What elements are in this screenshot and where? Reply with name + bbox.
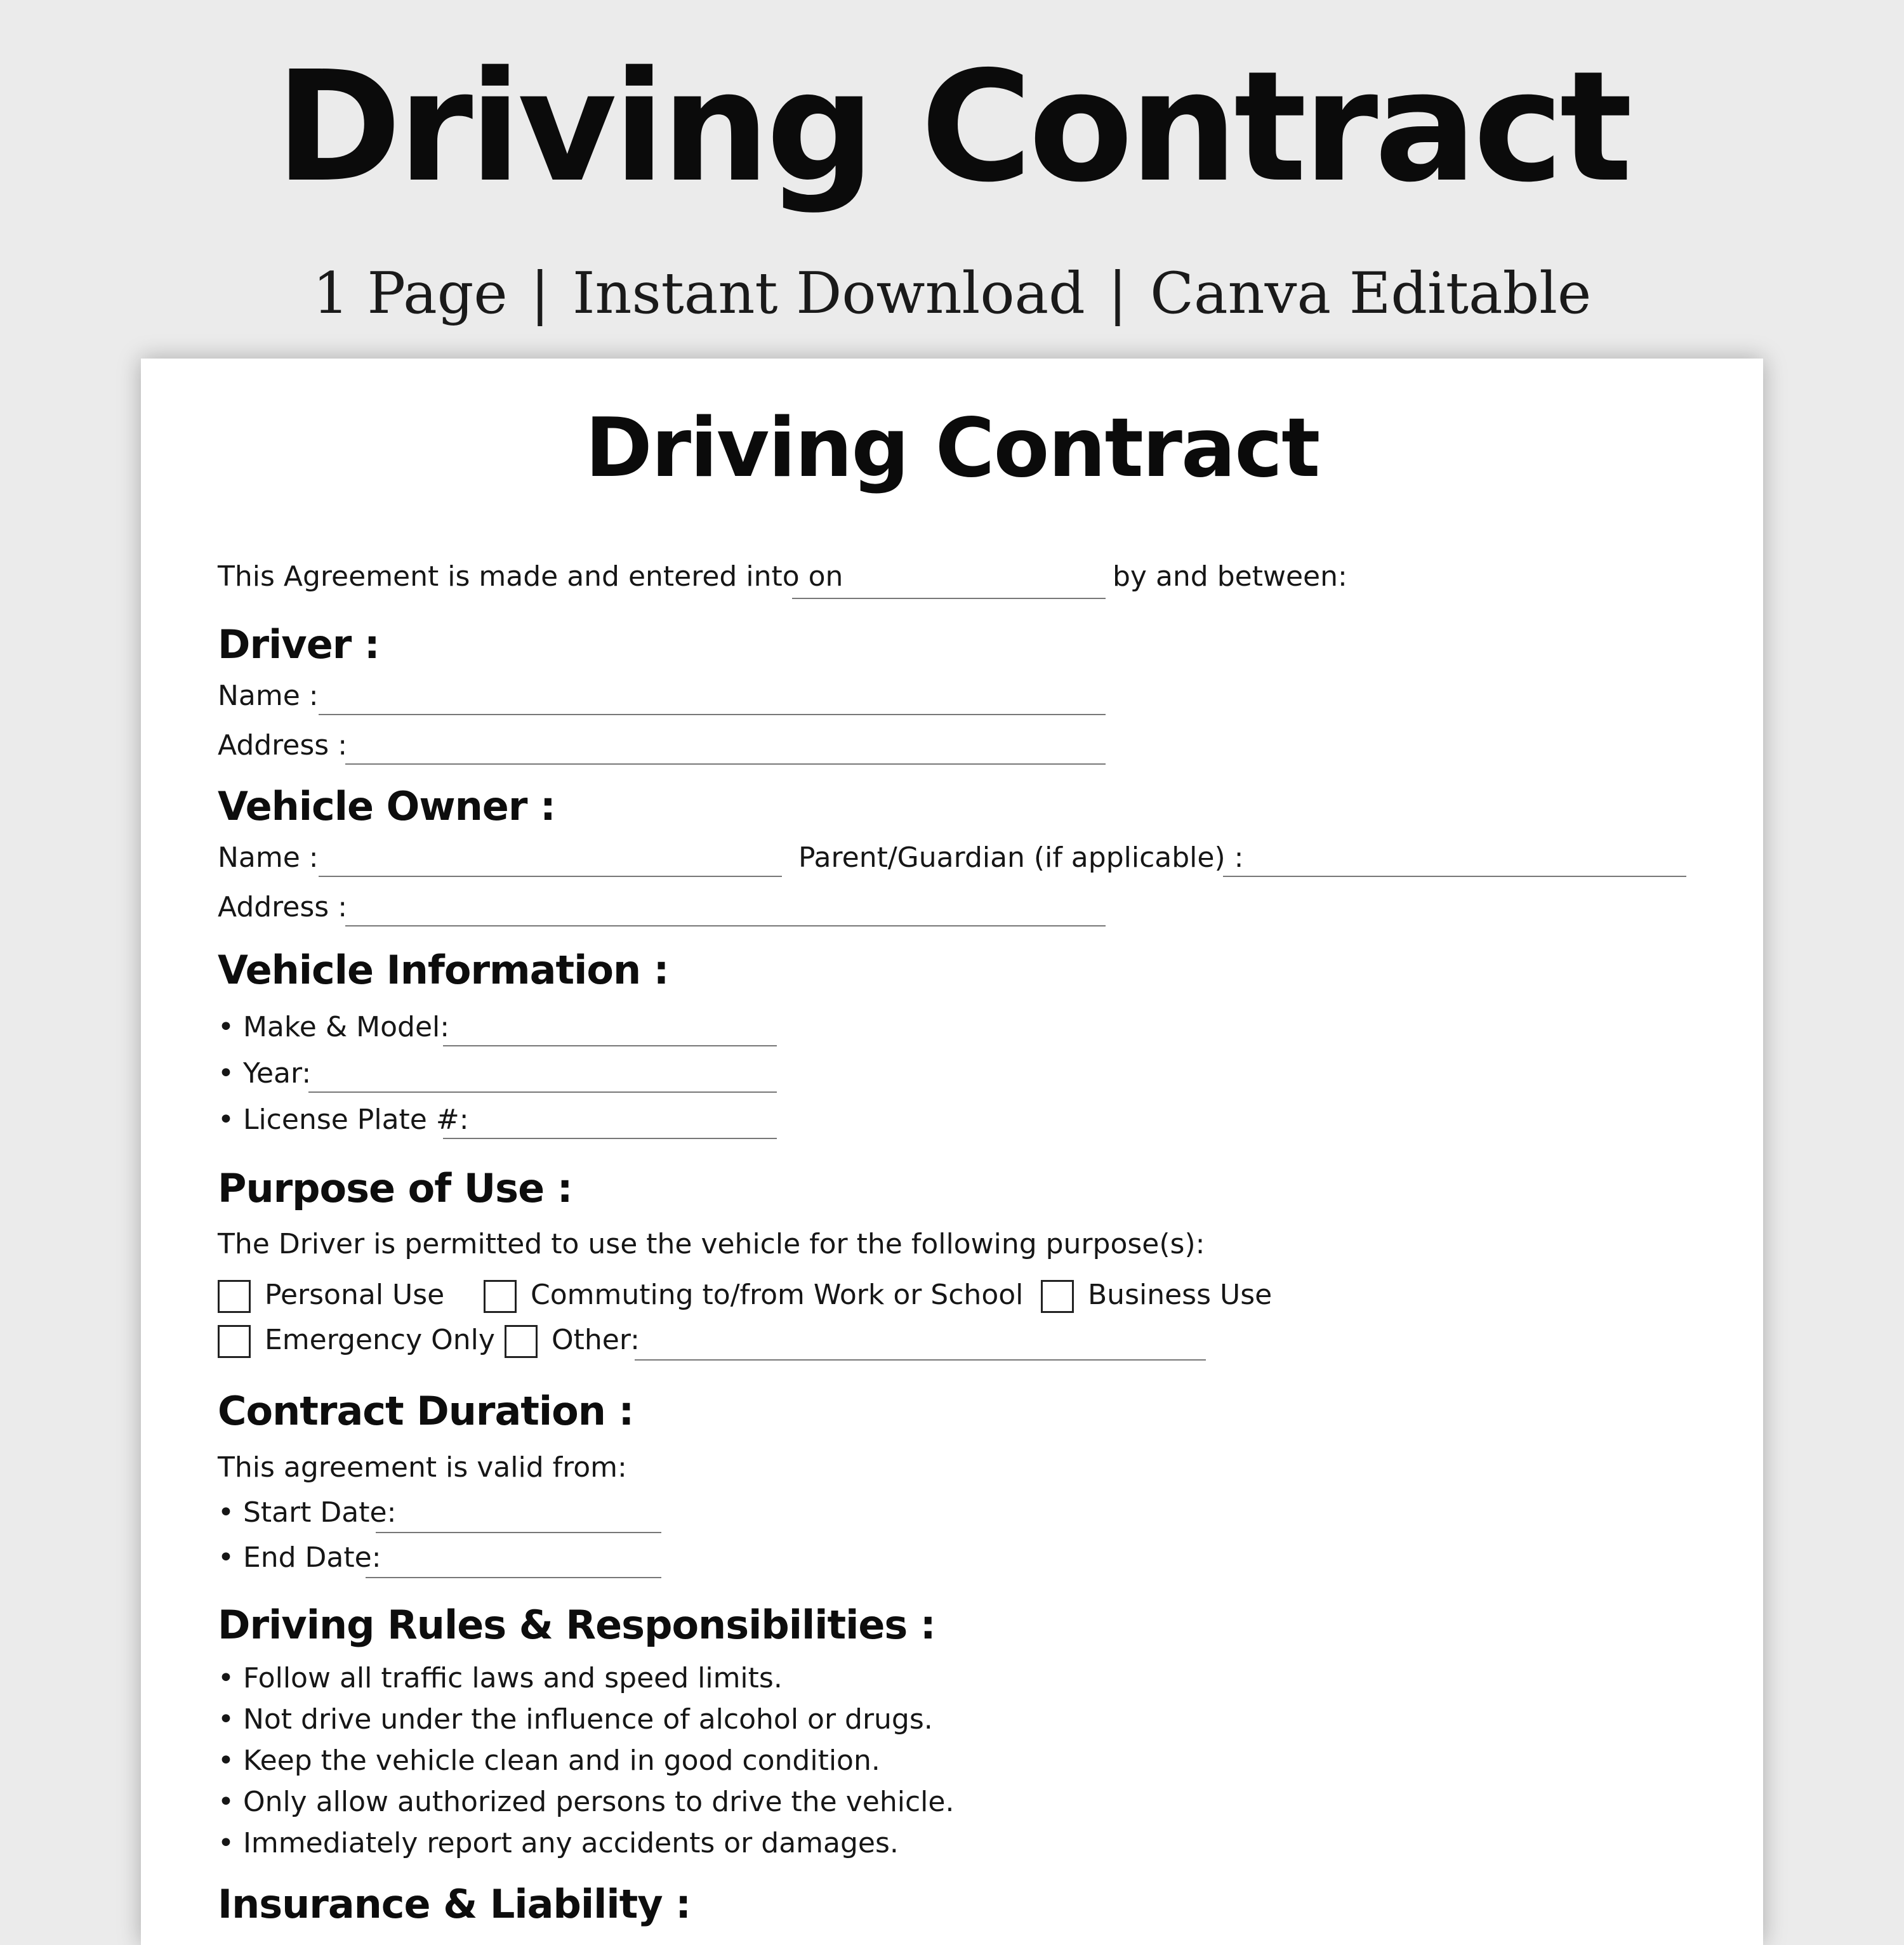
rules-heading: Driving Rules & Responsibilities : xyxy=(218,1602,935,1648)
personal-use-label: Personal Use xyxy=(265,1279,445,1311)
purpose-text: The Driver is permitted to use the vehicle for the following purpose(s): xyxy=(218,1228,1205,1260)
rule-item: • Immediately report any accidents or damages. xyxy=(218,1827,899,1859)
agreement-date-line[interactable] xyxy=(792,598,1106,599)
end-date-label: • End Date: xyxy=(218,1541,381,1574)
owner-address-line[interactable] xyxy=(345,925,1106,926)
business-use-checkbox[interactable] xyxy=(1041,1280,1074,1313)
subtitle-download: Instant Download xyxy=(572,260,1085,327)
subtitle-separator: | xyxy=(530,260,550,327)
business-use-label: Business Use xyxy=(1088,1279,1273,1311)
guardian-label: Parent/Guardian (if applicable) : xyxy=(798,841,1244,874)
commuting-checkbox[interactable] xyxy=(484,1280,517,1313)
duration-heading: Contract Duration : xyxy=(218,1388,634,1434)
driver-name-label: Name : xyxy=(218,680,319,712)
plate-label: • License Plate #: xyxy=(218,1104,469,1136)
duration-text: This agreement is valid from: xyxy=(218,1451,627,1484)
owner-heading: Vehicle Owner : xyxy=(218,783,555,829)
insurance-heading: Insurance & Liability : xyxy=(218,1881,691,1927)
rule-item: • Only allow authorized persons to drive the vehicle. xyxy=(218,1786,955,1818)
emergency-only-label: Emergency Only xyxy=(265,1324,495,1356)
subtitle-pages: 1 Page xyxy=(312,260,508,327)
other-label: Other: xyxy=(552,1324,640,1356)
purpose-heading: Purpose of Use : xyxy=(218,1165,572,1211)
document-title: Driving Contract xyxy=(585,401,1319,496)
rule-item: • Follow all traffic laws and speed limits. xyxy=(218,1662,783,1694)
year-line[interactable] xyxy=(308,1091,777,1093)
personal-use-checkbox[interactable] xyxy=(218,1280,251,1313)
other-line[interactable] xyxy=(635,1359,1206,1361)
intro-suffix: by and between: xyxy=(1113,560,1347,593)
owner-address-label: Address : xyxy=(218,891,348,923)
vehicle-heading: Vehicle Information : xyxy=(218,947,669,993)
make-model-line[interactable] xyxy=(443,1045,777,1046)
make-model-label: • Make & Model: xyxy=(218,1011,450,1043)
guardian-line[interactable] xyxy=(1223,876,1686,877)
start-date-label: • Start Date: xyxy=(218,1496,397,1529)
end-date-line[interactable] xyxy=(366,1577,661,1578)
subtitle-editable: Canva Editable xyxy=(1150,260,1592,327)
driver-address-line[interactable] xyxy=(345,763,1106,765)
contract-sheet xyxy=(141,359,1763,1945)
start-date-line[interactable] xyxy=(376,1532,661,1533)
rule-item: • Not drive under the influence of alcohol or drugs. xyxy=(218,1703,933,1736)
commuting-label: Commuting to/from Work or School xyxy=(531,1279,1024,1311)
owner-name-line[interactable] xyxy=(319,876,782,877)
plate-line[interactable] xyxy=(443,1138,777,1139)
banner-title: Driving Contract xyxy=(275,38,1629,216)
banner-subtitle xyxy=(0,260,1904,327)
intro-text: This Agreement is made and entered into on xyxy=(218,560,843,593)
emergency-only-checkbox[interactable] xyxy=(218,1325,251,1358)
year-label: • Year: xyxy=(218,1057,312,1090)
other-checkbox[interactable] xyxy=(505,1325,538,1358)
rule-item: • Keep the vehicle clean and in good condition. xyxy=(218,1744,880,1777)
subtitle-separator: | xyxy=(1107,260,1128,327)
driver-name-line[interactable] xyxy=(319,714,1106,715)
driver-heading: Driver : xyxy=(218,621,380,668)
owner-name-label: Name : xyxy=(218,841,319,874)
driver-address-label: Address : xyxy=(218,729,348,762)
